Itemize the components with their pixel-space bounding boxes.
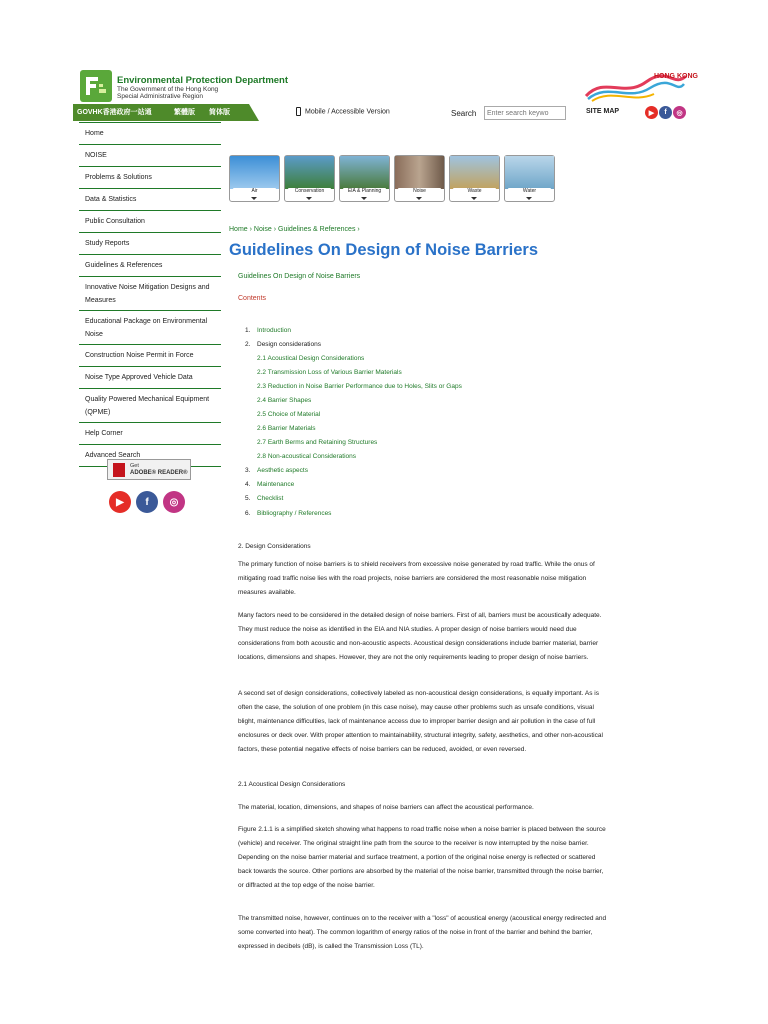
facebook-large-icon[interactable]: f <box>136 491 158 513</box>
toc-item-design-considerations[interactable] <box>245 341 321 348</box>
contents-heading: Contents <box>238 295 267 302</box>
page-title: Guidelines On Design of Noise Barriers <box>229 241 538 259</box>
tile-noise-label: Noise <box>398 188 441 195</box>
toc-item-maintenance[interactable] <box>245 481 294 488</box>
chevron-down-icon <box>416 197 422 200</box>
simplified-chinese-link[interactable]: 简体版 <box>209 109 230 116</box>
toc-item-2-6[interactable]: 2.6 Barrier Materials <box>257 425 316 432</box>
tile-waste[interactable] <box>449 155 500 202</box>
toc-item-introduction[interactable] <box>245 327 291 334</box>
nav-advanced-search[interactable]: Advanced Search <box>79 445 221 467</box>
search-label: Search <box>451 109 477 118</box>
youtube-icon[interactable]: ▶ <box>645 106 658 119</box>
toc-item-2-8[interactable]: 2.8 Non-acoustical Considerations <box>257 453 356 460</box>
sitemap-link[interactable]: SITE MAP <box>586 108 620 115</box>
nav-study-reports[interactable]: Study Reports <box>79 233 221 255</box>
toc-text: Checklist <box>257 495 284 502</box>
toc-item-checklist[interactable] <box>245 495 283 502</box>
tile-eia-planning-label: EIA & Planning <box>343 188 386 195</box>
nav-home[interactable]: Home <box>79 122 221 145</box>
chevron-down-icon <box>251 197 257 200</box>
section-heading-design-considerations: 2. Design Considerations <box>238 543 311 550</box>
nav-innovative-designs[interactable]: Innovative Noise Mitigation Designs and Measures <box>79 277 221 311</box>
toc-item-2-7[interactable]: 2.7 Earth Berms and Retaining Structures <box>257 439 378 446</box>
nav-data-statistics[interactable]: Data & Statistics <box>79 189 221 211</box>
paragraph-5: Figure 2.1.1 is a simplified sketch showing what happens to road traffic noise when a noise barrier is placed between the source (vehicle) and receiver. The original straight line path from the source to the receiver is now interrupted by the noise barrier. Depending on the noise barrier material and surface treatment, a portion of the original noise energy is reflected or scattered back towards the source. Other portions are absorbed by the material of the noise barrier, transmitted through the noise barrier, or diffracted at the top edge of the noise barrier. <box>238 826 606 890</box>
tile-water[interactable] <box>504 155 555 202</box>
adobe-pdf-icon <box>113 463 125 477</box>
waste-image <box>450 156 499 189</box>
toc-number: 2. <box>245 341 251 348</box>
toc-item-2-5[interactable]: 2.5 Choice of Material <box>257 411 321 418</box>
page-subtitle-link[interactable]: Guidelines On Design of Noise Barriers <box>238 273 361 280</box>
adobe-reader-label: ADOBE® READER® <box>130 470 188 476</box>
chevron-down-icon <box>526 197 532 200</box>
facebook-icon[interactable]: f <box>659 106 672 119</box>
nav-public-consultation[interactable]: Public Consultation <box>79 211 221 233</box>
toc-text: Bibliography / References <box>257 510 332 517</box>
paragraph-1: The primary function of noise barriers is to shield receivers from excessive noise generated by road traffic. While the onus of mitigating road traffic noise lies with the road projects, noise barriers are considered the most reasonable noise mitigation measures available. <box>238 561 595 597</box>
nav-problems-solutions[interactable]: Problems & Solutions <box>79 167 221 189</box>
tile-water-label: Water <box>508 188 551 195</box>
mobile-version-label: Mobile / Accessible Version <box>305 108 390 116</box>
eia-planning-image <box>340 156 389 189</box>
instagram-icon[interactable]: ◎ <box>673 106 686 119</box>
nav-vehicle-data[interactable]: Noise Type Approved Vehicle Data <box>79 367 221 389</box>
toc-item-bibliography[interactable] <box>245 510 331 517</box>
paragraph-4: The material, location, dimensions, and shapes of noise barriers can affect the acoustical performance. <box>238 804 534 811</box>
chevron-down-icon <box>306 197 312 200</box>
toc-item-2-4[interactable]: 2.4 Barrier Shapes <box>257 397 312 404</box>
nav-noise[interactable]: NOISE <box>79 145 221 167</box>
government-line-1: The Government of the Hong Kong <box>117 86 219 93</box>
traditional-chinese-link[interactable]: 繁體版 <box>174 109 195 116</box>
tile-air-label: Air <box>233 188 276 195</box>
toc-number: 1. <box>245 327 251 334</box>
search-input[interactable] <box>484 106 566 120</box>
toc-number: 3. <box>245 467 251 474</box>
brand-hong-kong-logo-icon[interactable] <box>584 68 698 104</box>
paragraph-3: A second set of design considerations, collectively labeled as non-acoustical design considerations, is equally important. As is often the case, the solution of one problem (in this case noise), may cause other problems such as unsafe conditions, visual blight, maintenance difficulties, lack of maintenance access due to improper barrier design and air pollution in the case of full enclosures or deck over. With proper attention to maintainability, structural integrity, safety, aesthetics, and other non-acoustical factors, these potential negative effects of noise barriers can be reduced, avoided, or even reversed. <box>238 690 603 754</box>
toc-text: Maintenance <box>257 481 295 488</box>
chevron-down-icon <box>361 197 367 200</box>
toc-number: 6. <box>245 510 251 517</box>
toc-item-2-3[interactable]: 2.3 Reduction in Noise Barrier Performance due to Holes, Slits or Gaps <box>257 383 462 390</box>
instagram-large-icon[interactable]: ◎ <box>163 491 185 513</box>
toc-number: 5. <box>245 495 251 502</box>
toc-text: Aesthetic aspects <box>257 467 308 474</box>
tile-air[interactable] <box>229 155 280 202</box>
tile-conservation-label: Conservation <box>288 188 331 195</box>
toc-text: Introduction <box>257 327 291 334</box>
nav-help-corner[interactable]: Help Corner <box>79 423 221 445</box>
mobile-version-link[interactable] <box>296 107 390 116</box>
toc-item-aesthetic[interactable] <box>245 467 308 474</box>
tile-eia-planning[interactable] <box>339 155 390 202</box>
nav-construction-permit[interactable]: Construction Noise Permit in Force <box>79 345 221 367</box>
left-navigation <box>79 122 221 467</box>
get-adobe-reader-button[interactable] <box>107 459 191 480</box>
conservation-image <box>285 156 334 189</box>
toc-item-2-1[interactable]: 2.1 Acoustical Design Considerations <box>257 355 365 362</box>
adobe-get-label: Get <box>130 463 139 469</box>
toc-number: 4. <box>245 481 251 488</box>
toc-item-2-2[interactable]: 2.2 Transmission Loss of Various Barrier Materials <box>257 369 402 376</box>
toc-text: Design considerations <box>257 341 321 348</box>
noise-image <box>395 156 444 189</box>
section-heading-acoustical: 2.1 Acoustical Design Considerations <box>238 781 346 788</box>
nav-educational-package[interactable]: Educational Package on Environmental Noise <box>79 311 221 345</box>
chevron-down-icon <box>471 197 477 200</box>
govhk-link[interactable]: GOVHK香港政府一站通 <box>77 109 152 116</box>
brand-hong-kong-text: HONG KONG <box>654 73 698 80</box>
air-image <box>230 156 279 189</box>
epd-logo-icon[interactable] <box>80 70 112 102</box>
mobile-phone-icon <box>296 107 301 116</box>
language-bar <box>73 104 259 121</box>
paragraph-2: Many factors need to be considered in the detailed design of noise barriers. First of all, barriers must be acoustically adequate. They must reduce the noise as identified in the EIA and NIA studies. A proper design of noise barriers would need due considerations from both acoustic and non-acoustic aspects. Acoustical design considerations include barrier material, barrier locations, dimensions and shapes. However, they are not the only requirements leading to proper design of noise barriers. <box>238 612 602 662</box>
department-name: Environmental Protection Department <box>117 75 289 86</box>
water-image <box>505 156 554 189</box>
nav-qpme[interactable]: Quality Powered Mechanical Equipment (QPME) <box>79 389 221 423</box>
youtube-large-icon[interactable]: ▶ <box>109 491 131 513</box>
breadcrumb[interactable]: Home › Noise › Guidelines & References › <box>229 226 360 233</box>
tile-conservation[interactable] <box>284 155 335 202</box>
tile-noise[interactable] <box>394 155 445 202</box>
nav-guidelines-references[interactable]: Guidelines & References <box>79 255 221 277</box>
government-line-2: Special Administrative Region <box>117 93 203 100</box>
paragraph-6: The transmitted noise, however, continues on to the receiver with a "loss" of acoustical energy (acoustical energy redirected and some converted into heat). The common logarithm of energy ratios of the noise in front of the barrier and behind the barrier, expressed in decibels (dB), is called the Transmission Loss (TL). <box>238 915 607 951</box>
tile-waste-label: Waste <box>453 188 496 195</box>
